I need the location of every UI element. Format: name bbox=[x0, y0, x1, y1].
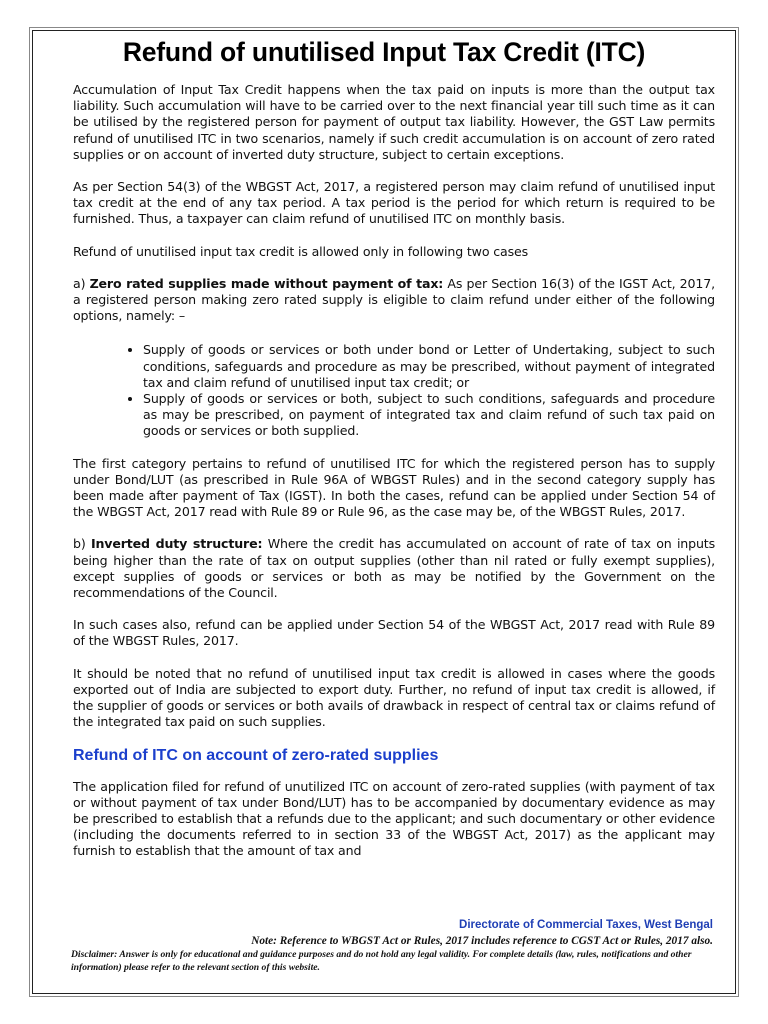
case-b-heading: Inverted duty structure: bbox=[90, 536, 263, 552]
list-item: • Supply of goods or services or both under bond or Letter of Undertaking, subject to such conditions, safeguards and procedure as may be prescribed, without payment of integrated tax and claim refund of unutilised input tax credit; or bbox=[143, 342, 715, 391]
paragraph-first-category: The first category pertains to refund of unutilised ITC for which the registered person has to supply under Bond/LUT (as prescribed in Rule 96A of WBGST Rules) and in the second category supply has been made after payment of Tax (IGST). In both the cases, refund can be applied under Section 54 of the WBGST Act, 2017 read with Rule 89 or Rule 96, as the case may be, of the WBGST Rules, 2017. bbox=[73, 455, 715, 520]
case-b-prefix: b) bbox=[73, 536, 91, 552]
footer bbox=[71, 919, 713, 974]
section-heading-zero-rated: Refund of ITC on account of zero-rated supplies bbox=[73, 746, 439, 764]
case-a-prefix: a) bbox=[73, 275, 90, 291]
page-title: Refund of unutilised Input Tax Credit (ITC) bbox=[122, 37, 646, 67]
paragraph-section-54-3: As per Section 54(3) of the WBGST Act, 2017, a registered person may claim refund of unutilised input tax credit at the end of any tax period. A tax period is the period for which return is required to be furnished. Thus, a taxpayer can claim refund of unutilised ITC on monthly basis. bbox=[73, 179, 715, 227]
case-a-text: As per Section 16(3) of the IGST Act, 2017, a registered person making zero rated supply is eligible to claim refund under either of the following options, namely: – bbox=[73, 275, 715, 324]
directorate-label: Directorate of Commercial Taxes, West Bengal bbox=[459, 919, 713, 931]
list-item: • Supply of goods or services or both, subject to such conditions, safeguards and procedure as may be prescribed, on payment of integrated tax and claim refund of such tax paid on goods or services or both supplied. bbox=[143, 391, 715, 440]
disclaimer: Disclaimer: Answer is only for educational and guidance purposes and do not hold any legal validity. For complete details (law, rules, notifications and other information) please refer to the relevant section of this website. bbox=[71, 949, 692, 973]
paragraph-two-cases: Refund of unutilised input tax credit is allowed only in following two cases bbox=[73, 243, 529, 259]
page-frame bbox=[32, 30, 736, 994]
paragraph-inverted-duty bbox=[73, 536, 715, 601]
case-a-heading: Zero rated supplies made without payment of tax: bbox=[89, 275, 444, 291]
document-body bbox=[33, 82, 735, 860]
paragraph-no-refund: It should be noted that no refund of unutilised input tax credit is allowed in cases where the goods exported out of India are subjected to export duty. Further, no refund of input tax credit is allowed, if the supplier of goods or services or both avails of drawback in respect of central tax or claims refund of the integrated tax paid on such supplies. bbox=[73, 665, 715, 730]
case-b-text: Where the credit has accumulated on account of rate of tax on inputs being higher than the rate of tax on output supplies (other than nil rated or fully exempt supplies), except supplies of goods or services or both as may be notified by the Government on the recommendations of the Council. bbox=[73, 536, 715, 601]
paragraph-zero-rated bbox=[73, 276, 715, 325]
paragraph-accumulation: Accumulation of Input Tax Credit happens when the tax paid on inputs is more than the output tax liability. Such accumulation will have to be carried over to the next financial year till such time as it can be utilised by the registered person for payment of output tax liability. However, the GST Law permits refund of unutilised ITC in two scenarios, namely if such credit accumulation is on account of zero rated supplies or on account of inverted duty structure, subject to certain exceptions. bbox=[73, 82, 715, 162]
paragraph-such-cases: In such cases also, refund can be applied under Section 54 of the WBGST Act, 2017 read with Rule 89 of the WBGST Rules, 2017. bbox=[73, 617, 715, 649]
paragraph-application: The application filed for refund of unutilized ITC on account of zero-rated supplies (with payment of tax or without payment of tax under Bond/LUT) has to be accompanied by documentary evidence as may be prescribed to establish that a refunds due to the applicant; and such documentary or other evidence (including the documents referred to in section 33 of the WBGST Act, 2017) as the applicant may furnish to establish that the amount of tax and bbox=[73, 778, 715, 859]
options-list bbox=[73, 342, 715, 439]
reference-note: Note: Reference to WBGST Act or Rules, 2017 includes reference to CGST Act or Rules, 2017 also. bbox=[251, 935, 713, 947]
